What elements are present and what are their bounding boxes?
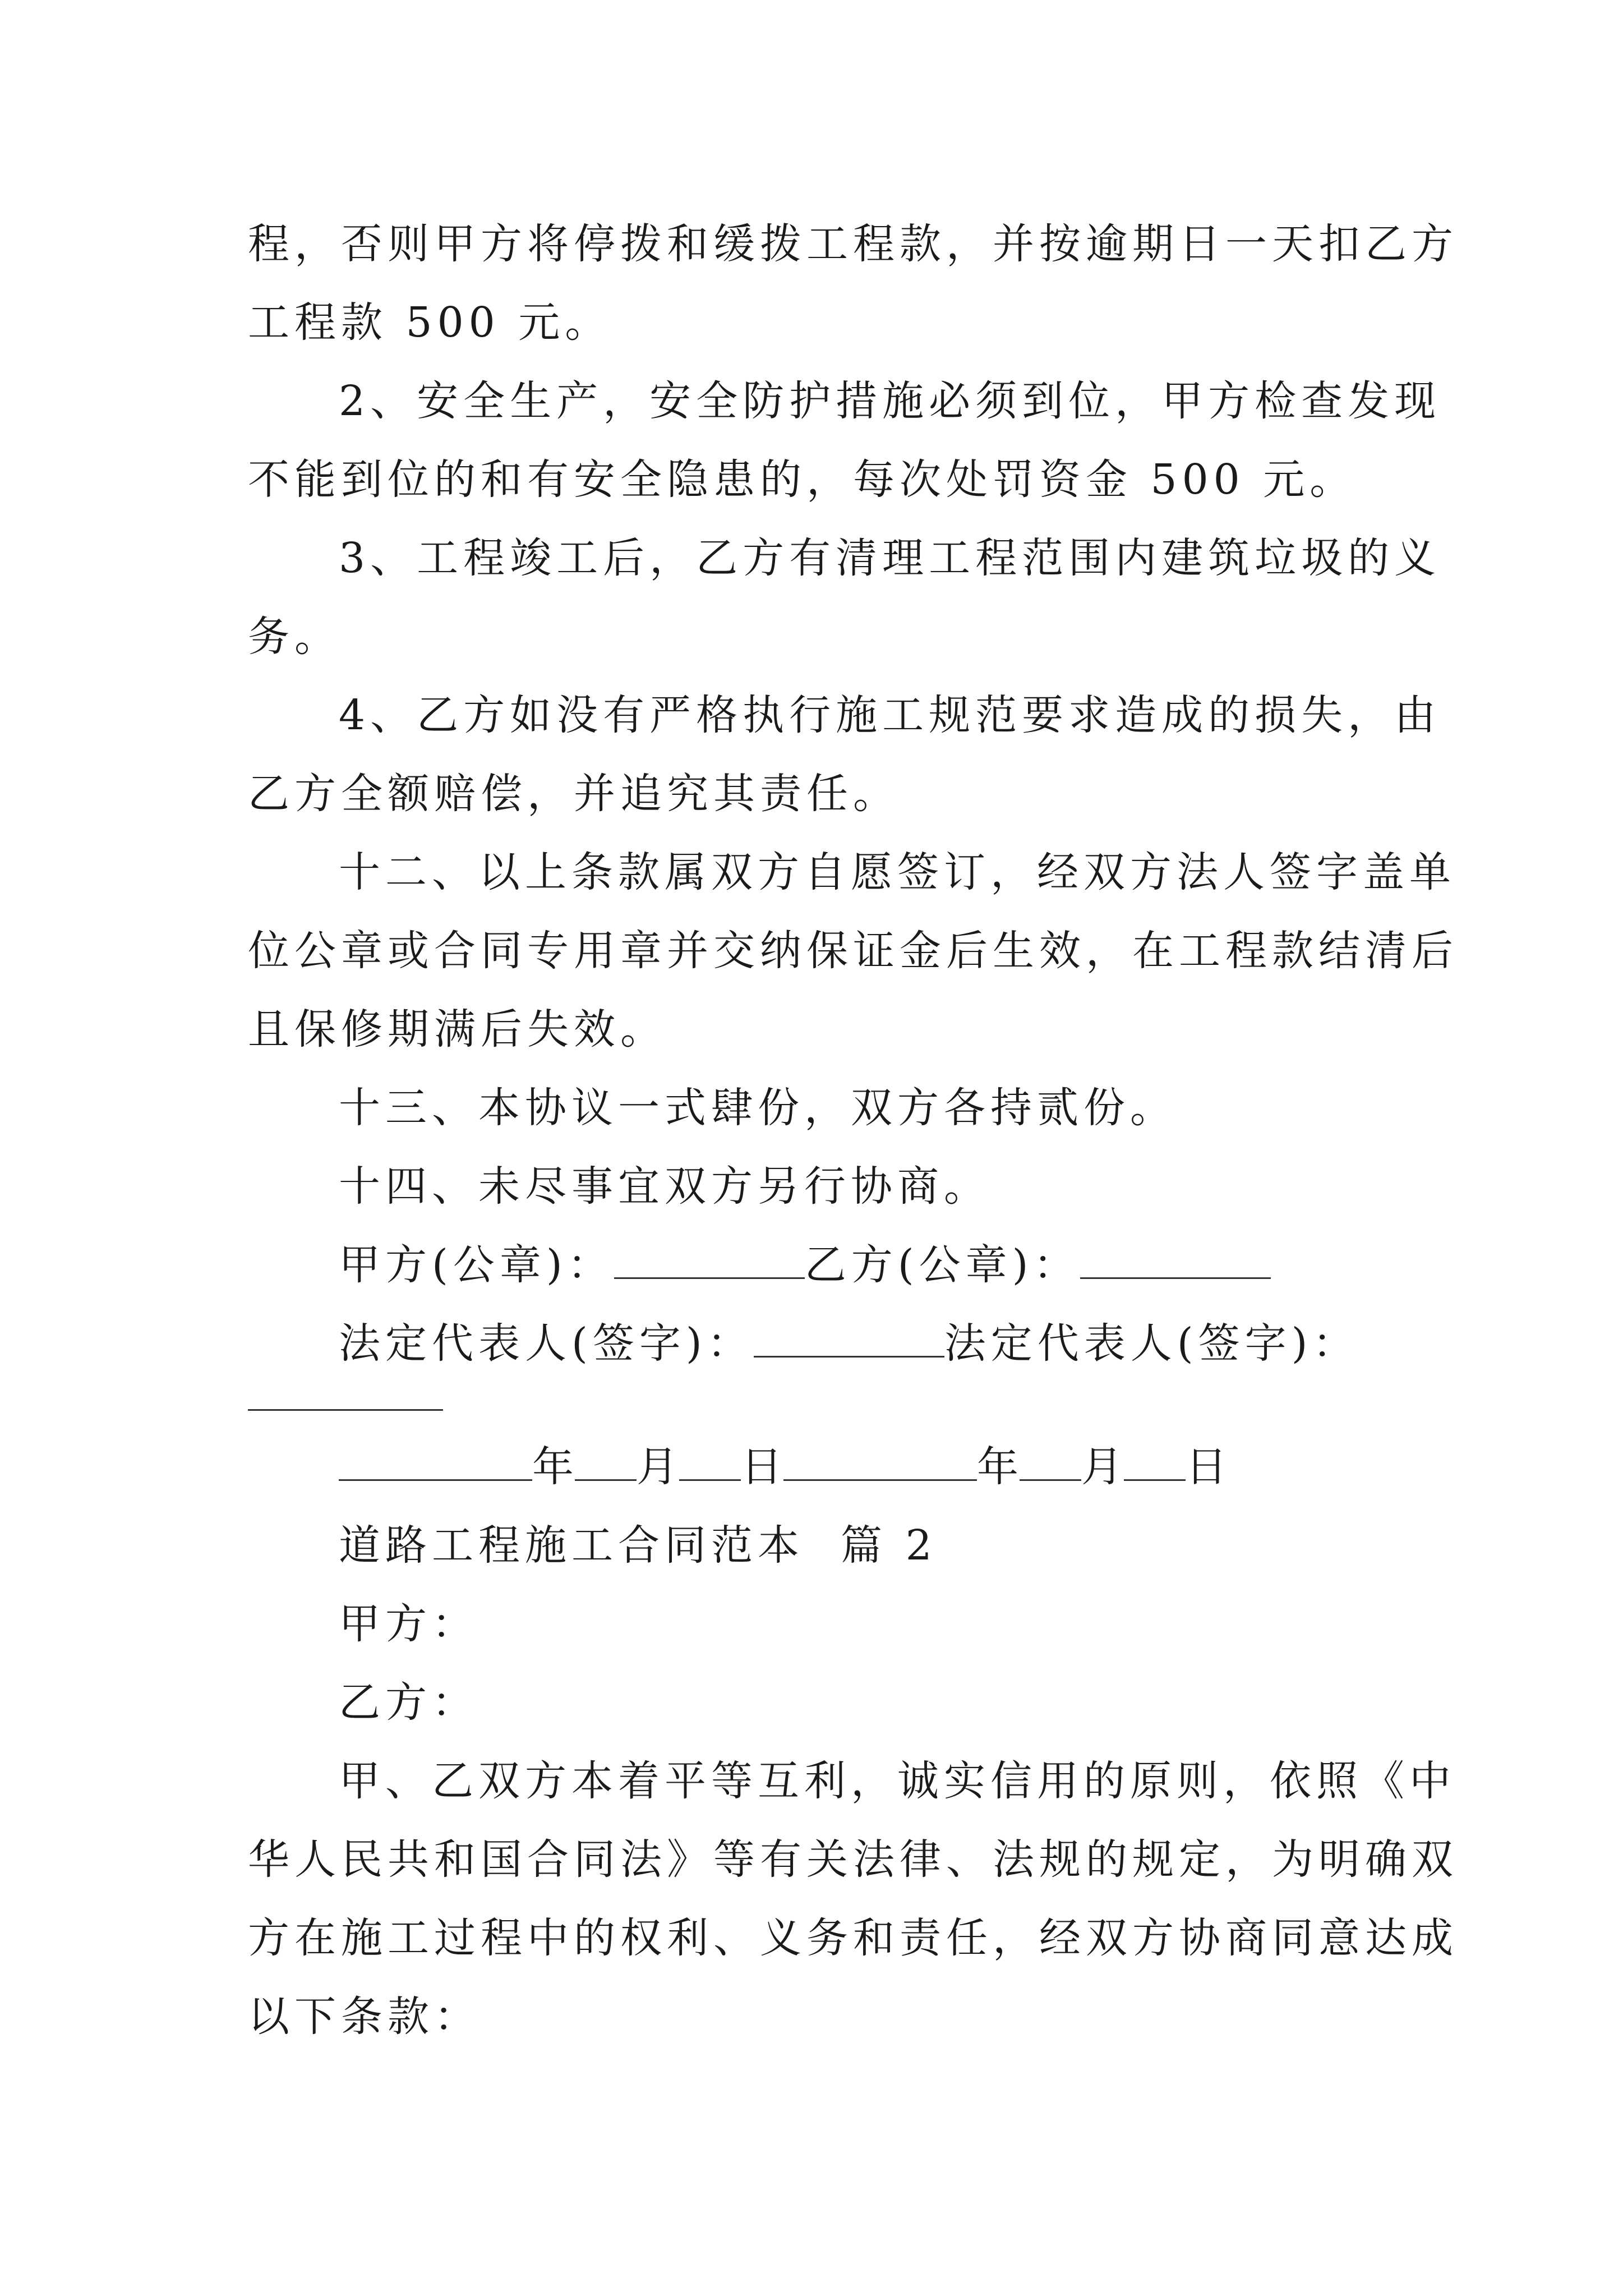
paragraph-line: 十四、未尽事宜双方另行协商。 xyxy=(339,1162,990,1211)
party-b-rep-label: 法定代表人(签字)： xyxy=(944,1319,1359,1368)
section-title: 道路工程施工合同范本 篇 2 xyxy=(339,1521,937,1570)
blank-field xyxy=(1020,1429,1081,1481)
paragraph-line: 且保修期满后失效。 xyxy=(248,1005,667,1053)
month-label: 月 xyxy=(1081,1443,1124,1491)
blank-field xyxy=(1080,1227,1271,1279)
paragraph-line: 4、乙方如没有严格执行施工规范要求造成的损失，由 xyxy=(339,691,1441,739)
blank-field xyxy=(679,1429,741,1481)
paragraph-line: 不能到位的和有安全隐患的，每次处罚资金 500 元。 xyxy=(248,455,1357,504)
date-line xyxy=(339,1428,1381,1506)
paragraph-line: 方在施工过程中的权利、义务和责任，经双方协商同意达成 xyxy=(248,1914,1458,1962)
blank-field xyxy=(1124,1429,1186,1481)
party-a-seal-label: 甲方(公章)： xyxy=(339,1241,614,1289)
blank-field xyxy=(754,1305,944,1358)
blank-field xyxy=(614,1227,805,1279)
seal-line xyxy=(339,1226,1381,1304)
year-label: 年 xyxy=(532,1443,575,1491)
party-b-label: 乙方： xyxy=(339,1678,478,1727)
blank-field xyxy=(783,1429,977,1481)
blank-field xyxy=(575,1429,637,1481)
party-a-rep-label: 法定代表人(签字)： xyxy=(339,1319,754,1368)
paragraph-line: 华人民共和国合同法》等有关法律、法规的规定，为明确双 xyxy=(248,1835,1458,1884)
paragraph-line: 2、安全生产，安全防护措施必须到位，甲方检查发现 xyxy=(339,377,1441,425)
paragraph-line: 甲、乙双方本着平等互利，诚实信用的原则，依照《中 xyxy=(339,1757,1456,1805)
month-label: 月 xyxy=(637,1443,679,1491)
blank-field xyxy=(248,1409,443,1411)
paragraph-line: 3、工程竣工后，乙方有清理工程范围内建筑垃圾的义 xyxy=(339,534,1441,582)
paragraph-line: 位公章或合同专用章并交纳保证金后生效，在工程款结清后 xyxy=(248,927,1458,975)
year-label: 年 xyxy=(977,1443,1020,1491)
paragraph-line: 十三、本协议一式肆份，双方各持贰份。 xyxy=(339,1084,1177,1132)
day-label: 日 xyxy=(741,1443,783,1491)
paragraph-line: 乙方全额赔偿，并追究其责任。 xyxy=(248,770,900,818)
party-a-label: 甲方： xyxy=(339,1600,478,1648)
paragraph-line: 程，否则甲方将停拨和缓拨工程款，并按逾期日一天扣乙方 xyxy=(248,220,1458,268)
blank-field xyxy=(339,1429,532,1481)
day-label: 日 xyxy=(1186,1443,1228,1491)
paragraph-line: 十二、以上条款属双方自愿签订，经双方法人签字盖单 xyxy=(339,848,1456,896)
paragraph-line: 以下条款： xyxy=(248,1993,481,2041)
representative-line xyxy=(339,1304,1381,1383)
paragraph-line: 工程款 500 元。 xyxy=(248,298,612,347)
party-b-seal-label: 乙方(公章)： xyxy=(804,1241,1080,1289)
paragraph-line: 务。 xyxy=(248,613,341,661)
